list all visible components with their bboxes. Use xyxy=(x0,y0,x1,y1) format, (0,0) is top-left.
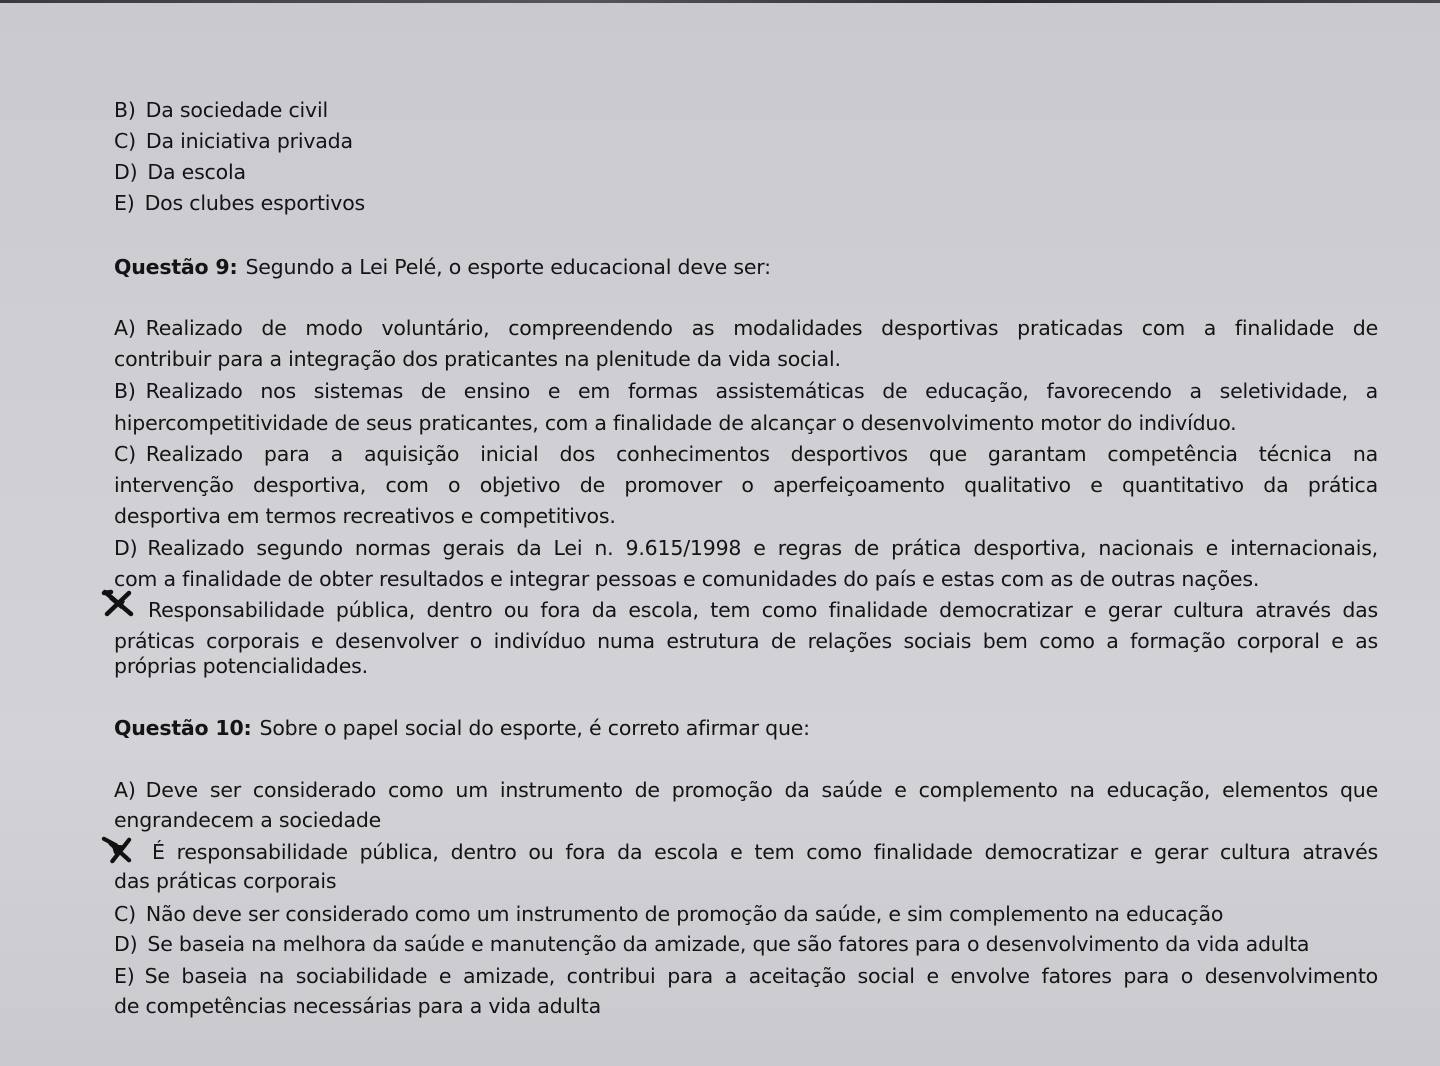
q9-option-a-line2: contribuir para a integração dos praticantes na plenitude da vida social. xyxy=(114,347,841,371)
q9-option-b-line2: hipercompetitividade de seus praticantes, com a finalidade de alcançar o desenvolvimento motor do indivíduo. xyxy=(114,411,1237,435)
option-letter: B) xyxy=(114,379,136,403)
pen-cross-mark-icon xyxy=(101,589,135,617)
option-text: Realizado de modo voluntário, compreendendo as modalidades desportivas praticadas com a finalidade de xyxy=(145,316,1378,340)
q10-option-b-line1: É responsabilidade pública, dentro ou fora da escola e tem como finalidade democratizar e gerar cultura através xyxy=(152,840,1378,864)
option-letter: C) xyxy=(114,442,136,466)
q9-option-c-line1 xyxy=(114,440,1378,468)
option-text: Deve ser considerado como um instrumento de promoção da saúde e complemento na educação, elementos que xyxy=(145,778,1378,802)
option-text: Da iniciativa privada xyxy=(145,129,353,153)
q8-option-c xyxy=(114,127,353,155)
q9-option-c-line2: intervenção desportiva, com o objetivo de promover o aperfeiçoamento qualitativo e quantitativo da prática xyxy=(114,473,1378,497)
option-letter: A) xyxy=(114,316,136,340)
q10-option-d xyxy=(114,930,1309,958)
option-letter: E) xyxy=(114,191,135,215)
q8-option-d xyxy=(114,158,246,186)
q8-option-e xyxy=(114,189,365,217)
option-text: Não deve ser considerado como um instrumento de promoção da saúde, e sim complemento na educação xyxy=(145,902,1224,926)
q10-option-b-line2: das práticas corporais xyxy=(114,869,337,893)
option-text: Da escola xyxy=(147,160,246,184)
option-letter: E) xyxy=(114,964,135,988)
q10-option-a-line1 xyxy=(114,776,1378,804)
q9-option-d-line2: com a finalidade de obter resultados e integrar pessoas e comunidades do país e estas com as de outras nações. xyxy=(114,567,1260,591)
q9-prompt: Segundo a Lei Pelé, o esporte educacional deve ser: xyxy=(245,255,771,279)
q10-prompt: Sobre o papel social do esporte, é correto afirmar que: xyxy=(259,716,810,740)
q9-option-d-line1 xyxy=(114,534,1378,562)
q9-option-a-line1 xyxy=(114,314,1378,342)
option-text: Se baseia na melhora da saúde e manutenção da amizade, que são fatores para o desenvolvimento da vida adulta xyxy=(147,932,1310,956)
q10-option-a-line2: engrandecem a sociedade xyxy=(114,808,382,832)
option-letter: D) xyxy=(114,160,138,184)
option-letter: B) xyxy=(114,98,136,122)
pen-cross-mark-icon xyxy=(100,836,134,864)
q10-heading xyxy=(114,714,810,742)
option-text: Realizado para a aquisição inicial dos conhecimentos desportivos que garantam competência técnica na xyxy=(145,442,1378,466)
option-text: Se baseia na sociabilidade e amizade, contribui para a aceitação social e envolve fatores para o desenvolvimento xyxy=(144,964,1378,988)
option-letter: C) xyxy=(114,129,136,153)
option-text: Da sociedade civil xyxy=(145,98,328,122)
option-letter: A) xyxy=(114,778,136,802)
option-letter: D) xyxy=(114,932,138,956)
q9-option-b-line1 xyxy=(114,377,1378,405)
q10-option-c xyxy=(114,900,1223,928)
q9-option-e-line3: próprias potencialidades. xyxy=(114,654,368,678)
option-text: Realizado segundo normas gerais da Lei n. 9.615/1998 e regras de prática desportiva, nacionais e internacionais, xyxy=(147,536,1378,560)
option-text: Dos clubes esportivos xyxy=(144,191,366,215)
q9-option-e-line2: práticas corporais e desenvolver o indivíduo numa estrutura de relações sociais bem como a formação corporal e as xyxy=(114,629,1378,653)
q10-option-e-line2: de competências necessárias para a vida adulta xyxy=(114,994,601,1018)
option-text: Realizado nos sistemas de ensino e em formas assistemáticas de educação, favorecendo a seletividade, a xyxy=(145,379,1378,403)
q8-option-b xyxy=(114,96,328,124)
q10-option-e-line1 xyxy=(114,962,1378,990)
q9-option-c-line3: desportiva em termos recreativos e competitivos. xyxy=(114,504,616,528)
q9-heading xyxy=(114,253,771,281)
option-letter: C) xyxy=(114,902,136,926)
q9-label: Questão 9: xyxy=(114,255,238,279)
q9-option-e-line1: Responsabilidade pública, dentro ou fora da escola, tem como finalidade democratizar e gerar cultura através das xyxy=(148,598,1378,622)
q10-label: Questão 10: xyxy=(114,716,252,740)
option-letter: D) xyxy=(114,536,138,560)
